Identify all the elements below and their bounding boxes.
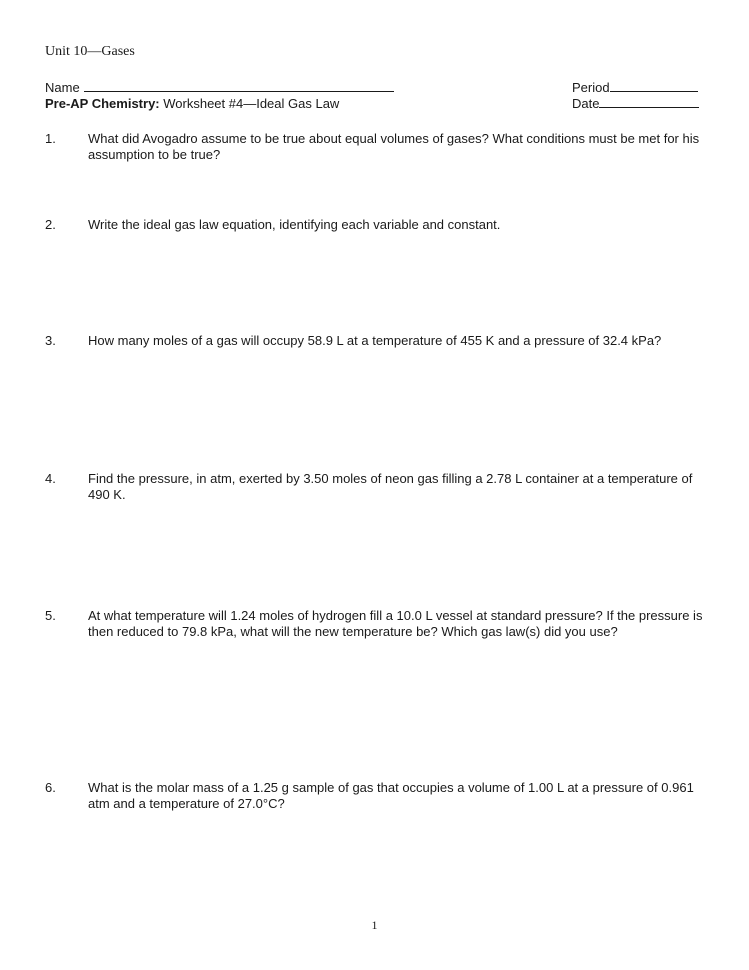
question-text: What is the molar mass of a 1.25 g sample of gas that occupies a volume of 1.00 L at a pressure of 0.961 atm and a temperature of 27.0°C? (88, 780, 694, 811)
question-number: 4. (45, 471, 56, 486)
question-number: 1. (45, 131, 56, 146)
worksheet-title: Worksheet #4—Ideal Gas Law (159, 96, 340, 111)
question-number: 3. (45, 333, 56, 348)
date-row (572, 96, 699, 112)
page-number: 1 (371, 918, 378, 932)
header-left (45, 80, 394, 112)
question-text: How many moles of a gas will occupy 58.9 L at a temperature of 455 K and a pressure of 32.4 kPa? (88, 333, 662, 348)
name-label: Name (45, 80, 80, 95)
question-number: 6. (45, 780, 56, 795)
date-label: Date (572, 96, 600, 111)
unit-title: Unit 10—Gases (45, 44, 135, 59)
question-number: 5. (45, 608, 56, 623)
question-text: Find the pressure, in atm, exerted by 3.50 moles of neon gas filling a 2.78 L container at a temperature of 490 K. (88, 471, 693, 502)
period-blank[interactable] (610, 80, 698, 92)
worksheet-title-row (45, 96, 394, 112)
name-row (45, 80, 394, 96)
course-title: Pre-AP Chemistry: (45, 96, 160, 111)
question-number: 2. (45, 217, 56, 232)
period-label: Period (572, 80, 610, 95)
date-blank[interactable] (599, 96, 699, 108)
name-blank[interactable] (84, 80, 394, 92)
header-right (572, 80, 699, 112)
question-text: What did Avogadro assume to be true about equal volumes of gases? What conditions must be met for his assumption to be true? (88, 131, 700, 162)
question-text: At what temperature will 1.24 moles of hydrogen fill a 10.0 L vessel at standard pressure? If the pressure is then reduced to 79.8 kPa, what will the new temperature be? Which gas law(s) did you use? (88, 608, 703, 639)
period-row (572, 80, 699, 96)
question-text: Write the ideal gas law equation, identifying each variable and constant. (88, 217, 501, 232)
